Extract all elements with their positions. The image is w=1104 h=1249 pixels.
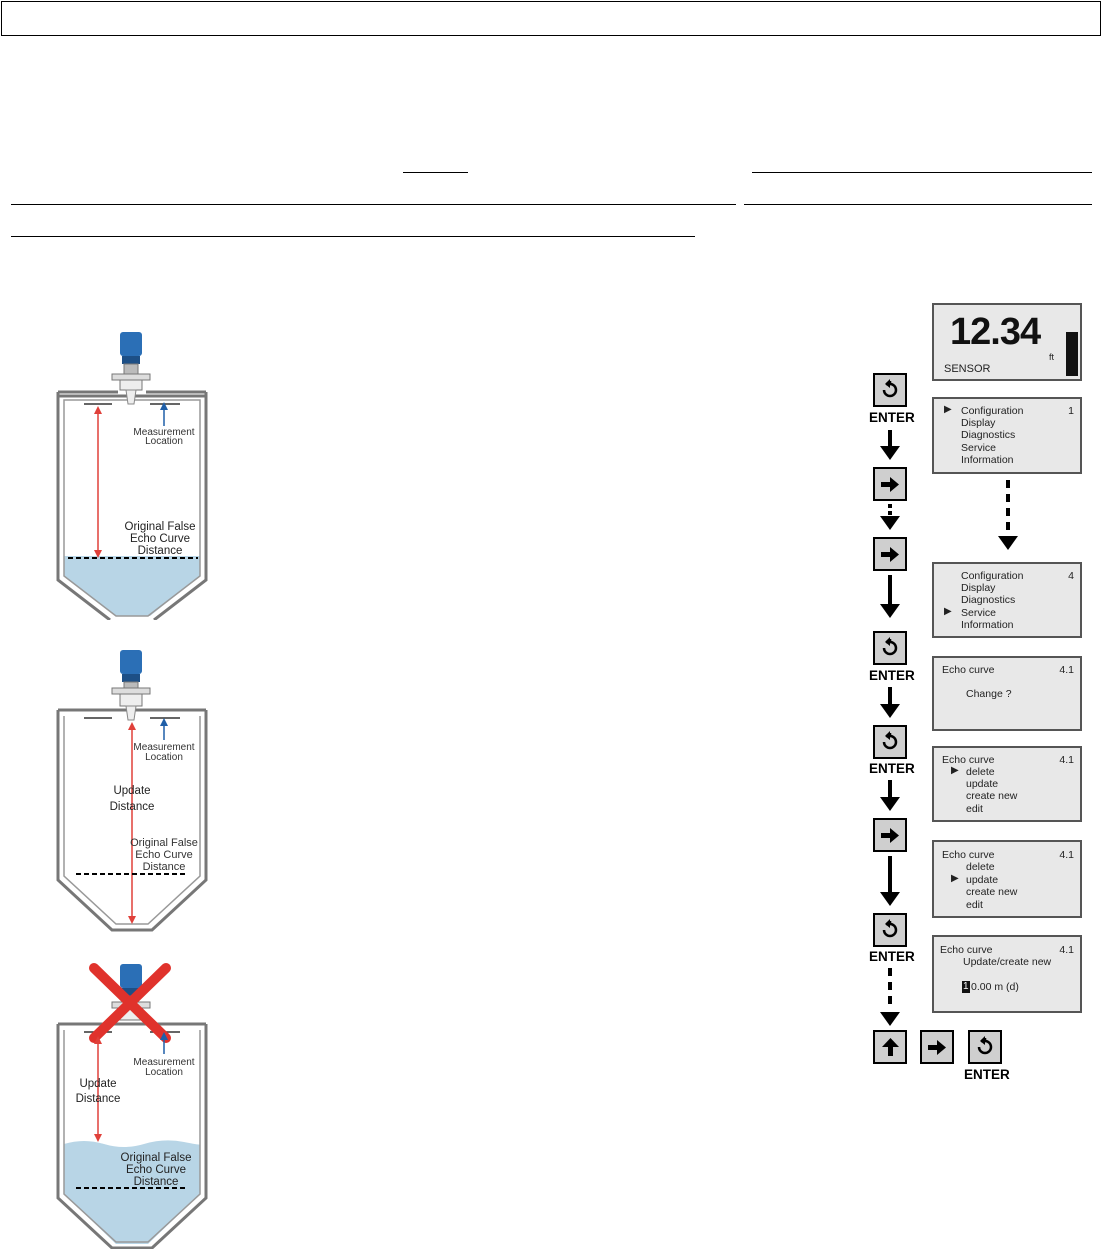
enter-icon [878,918,902,942]
menu-navigation-panel [866,300,1092,1090]
svg-text:Distance: Distance [109,801,155,813]
svg-text:Echo Curve: Echo Curve [125,1164,187,1176]
enter-button[interactable] [968,1030,1002,1064]
false-echo-label: Original False [120,1152,192,1164]
right-arrow-button[interactable] [920,1030,954,1064]
enter-icon [878,730,902,754]
enter-button[interactable] [873,725,907,759]
svg-text:Location: Location [145,1067,183,1078]
tank-diagram-update [54,648,210,938]
enter-icon [973,1035,997,1059]
enter-button[interactable] [873,631,907,665]
right-arrow-button[interactable] [873,467,907,501]
blank-line [11,204,736,205]
svg-text:Distance: Distance [137,545,183,557]
cursor-digit: 1 [963,981,969,992]
right-arrow-icon [878,823,902,847]
enter-label: ENTER [869,949,915,964]
measurement-location-label: Measurement [133,1057,195,1068]
enter-label: ENTER [869,410,915,425]
enter-icon [878,378,902,402]
change-prompt: Change ? [966,688,1012,700]
header-box [1,1,1101,36]
false-echo-label: Original False [130,837,198,849]
up-arrow-icon [878,1035,902,1059]
right-arrow-button[interactable] [873,818,907,852]
right-arrow-button[interactable] [873,537,907,571]
selection-arrow-icon: ▶ [944,404,952,415]
enter-button[interactable] [873,373,907,407]
update-distance-label: Update [79,1078,117,1090]
selection-arrow-icon: ▶ [944,606,952,617]
blank-line [744,204,1092,205]
selection-arrow-icon: ▶ [951,765,959,776]
right-arrow-icon [925,1035,949,1059]
enter-label: ENTER [869,668,915,683]
lcd-echo-change: Echo curve 4.1 Change ? [932,656,1082,731]
svg-text:Distance: Distance [142,861,186,873]
svg-text:Distance: Distance [75,1093,121,1105]
reading-value: 12.34 [950,311,1041,353]
svg-text:Echo Curve: Echo Curve [135,849,193,861]
blank-line [752,172,1092,173]
false-echo-label: Original False [124,521,196,533]
selection-arrow-icon: ▶ [951,873,959,884]
lcd-menu-configuration: ▶ Configuration Display Diagnostics Service Information 1 [932,397,1082,474]
lcd-main-display [932,303,1082,381]
svg-text:Distance: Distance [133,1176,179,1188]
measurement-location-label: Measurement [133,427,195,438]
tank-diagram-original [54,330,210,620]
lcd-echo-delete: Echo curve 4.1 ▶ delete update create new edit [932,746,1082,822]
right-arrow-icon [878,542,902,566]
enter-label: ENTER [869,761,915,776]
enter-button[interactable] [873,913,907,947]
svg-text:Echo Curve: Echo Curve [129,533,191,545]
reading-unit: ft [1049,352,1055,362]
enter-label: ENTER [964,1067,1010,1082]
up-arrow-button[interactable] [873,1030,907,1064]
svg-text:Location: Location [145,436,183,447]
right-arrow-icon [878,472,902,496]
svg-text:Location: Location [145,752,183,763]
lcd-menu-service: Configuration Display Diagnostics ▶ Service Information 4 [932,562,1082,638]
level-bar [1066,332,1078,376]
menu-number: 4 [1068,570,1074,582]
blank-line [11,236,695,237]
enter-icon [878,636,902,660]
lcd-echo-update-create: Echo curve 4.1 Update/create new 1 0.00 m (d) [932,935,1082,1013]
tank-diagram-invalid [54,962,210,1249]
lcd-echo-update: Echo curve 4.1 delete ▶ update create new edit [932,840,1082,918]
update-distance-label: Update [113,785,151,797]
source-label: SENSOR [944,363,991,375]
value-readout: 0.00 m (d) [971,981,1019,993]
menu-number: 1 [1068,405,1074,417]
measurement-location-label: Measurement [133,742,195,753]
blank-line [403,172,468,173]
